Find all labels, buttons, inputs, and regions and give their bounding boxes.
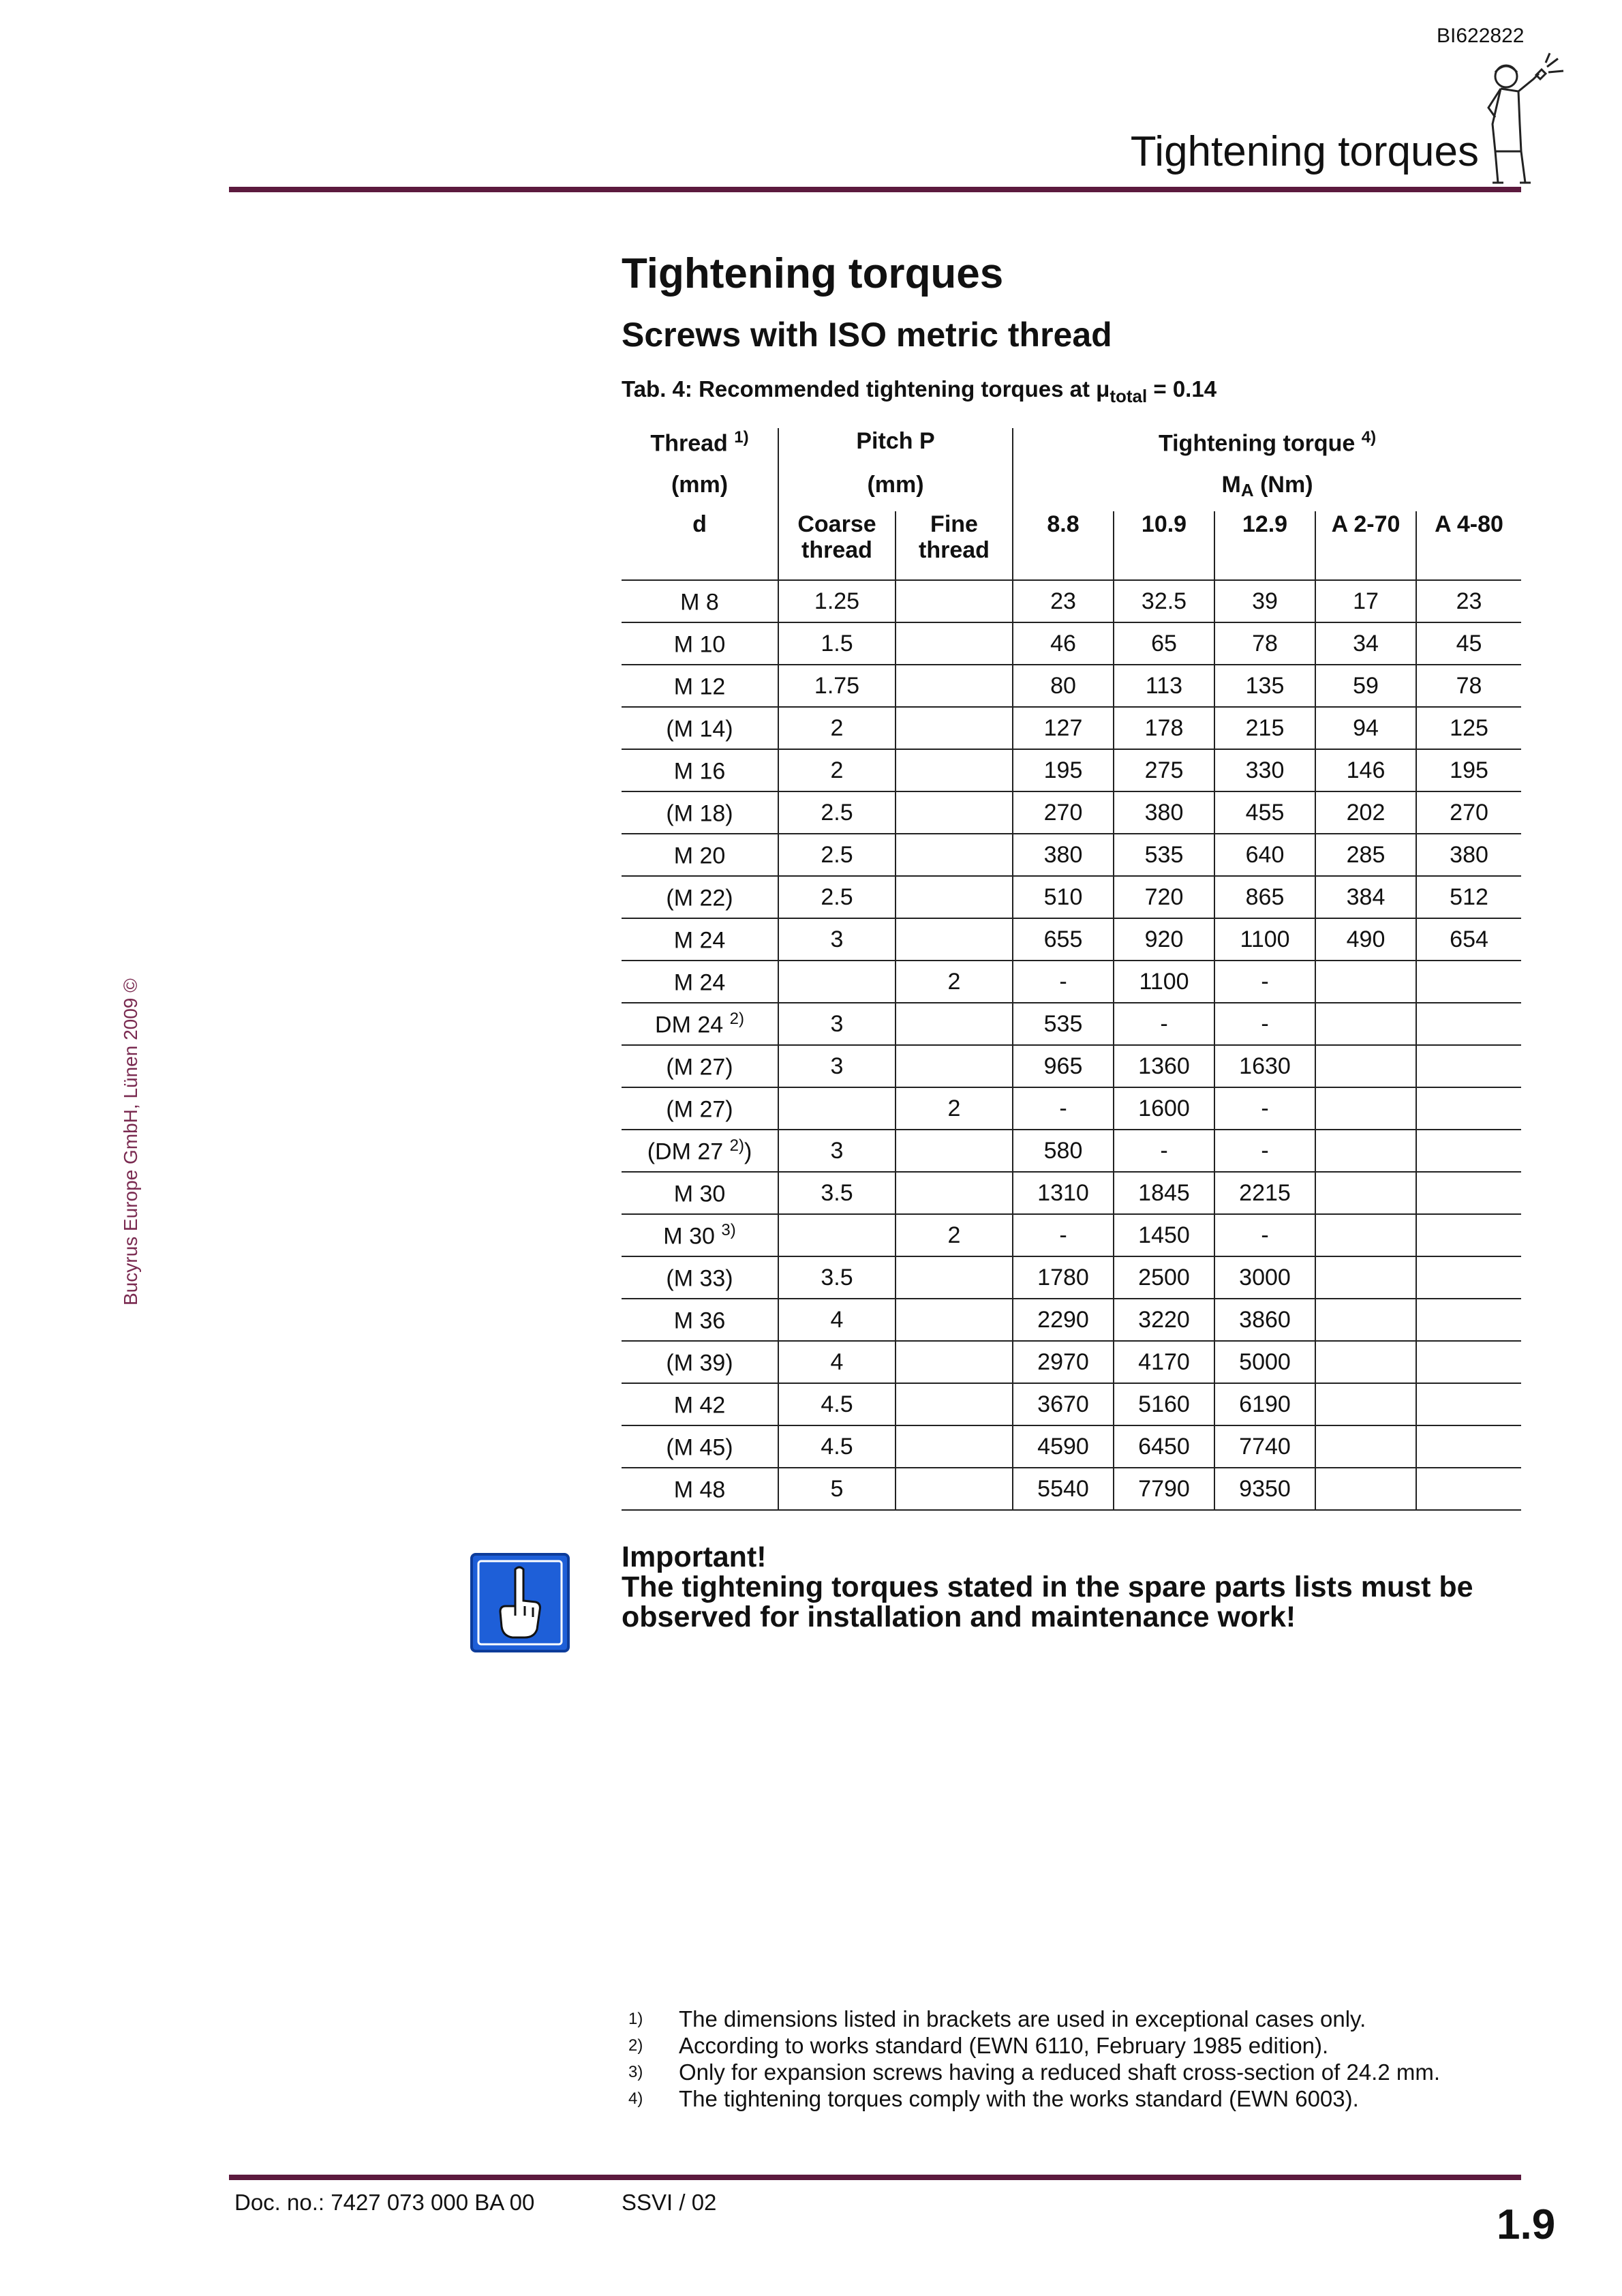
thread-cell: M 24 xyxy=(622,961,778,1003)
fine-cell xyxy=(896,1256,1013,1299)
fine-cell xyxy=(896,749,1013,791)
coarse-cell: 2.5 xyxy=(778,876,896,918)
torque-10-9-cell: 2500 xyxy=(1114,1256,1214,1299)
thread-cell: DM 24 $^{2)}$ xyxy=(622,1003,778,1045)
table-row xyxy=(622,1299,1521,1341)
coarse-cell: 3 xyxy=(778,1130,896,1172)
torque-12-9-cell: 640 xyxy=(1214,834,1315,876)
coarse-cell: 2.5 xyxy=(778,791,896,834)
torque-10-9-cell: 920 xyxy=(1114,918,1214,961)
torque-a2-70-cell xyxy=(1315,1214,1416,1256)
thread-cell: M 16 xyxy=(622,749,778,791)
fine-cell xyxy=(896,876,1013,918)
table-row xyxy=(622,1087,1521,1130)
thread-cell: M 36 xyxy=(622,1299,778,1341)
torque-a4-80-cell xyxy=(1416,961,1521,1003)
torque-10-9-cell: 3220 xyxy=(1114,1299,1214,1341)
torque-10-9-cell: 6450 xyxy=(1114,1425,1214,1468)
torque-10-9-cell: 113 xyxy=(1114,665,1214,707)
footnote xyxy=(628,2006,1440,2032)
torque-a4-80-cell: 654 xyxy=(1416,918,1521,961)
torque-8-8-cell: 2970 xyxy=(1013,1341,1114,1383)
torque-10-9-cell: 720 xyxy=(1114,876,1214,918)
coarse-cell: 1.75 xyxy=(778,665,896,707)
thread-cell: M 8 xyxy=(622,580,778,622)
coarse-cell: 3 xyxy=(778,1003,896,1045)
thread-cell: M 20 xyxy=(622,834,778,876)
coarse-cell: 3.5 xyxy=(778,1256,896,1299)
torque-a2-70-cell: 94 xyxy=(1315,707,1416,749)
torque-a4-80-cell xyxy=(1416,1003,1521,1045)
fine-cell xyxy=(896,1425,1013,1468)
torque-a4-80-cell xyxy=(1416,1383,1521,1425)
fine-cell xyxy=(896,791,1013,834)
torque-a2-70-cell: 146 xyxy=(1315,749,1416,791)
table-row xyxy=(622,876,1521,918)
torque-a2-70-cell xyxy=(1315,1341,1416,1383)
fine-cell xyxy=(896,665,1013,707)
torque-12-9-cell: 78 xyxy=(1214,622,1315,665)
table-row xyxy=(622,1425,1521,1468)
caption-prefix: Tab. 4: Recommended tightening torques at xyxy=(622,376,1097,402)
table-row xyxy=(622,791,1521,834)
torque-12-9-cell: 135 xyxy=(1214,665,1315,707)
torque-a2-70-cell: 285 xyxy=(1315,834,1416,876)
thread-cell: (M 27) xyxy=(622,1045,778,1087)
torque-12-9-cell: 5000 xyxy=(1214,1341,1315,1383)
torque-a4-80-cell: 78 xyxy=(1416,665,1521,707)
torque-10-9-cell: 5160 xyxy=(1114,1383,1214,1425)
header-d: d xyxy=(622,511,778,580)
fine-cell xyxy=(896,580,1013,622)
torque-8-8-cell: - xyxy=(1013,961,1114,1003)
table-row xyxy=(622,961,1521,1003)
footnote xyxy=(628,2085,1440,2112)
fine-cell xyxy=(896,1003,1013,1045)
torque-a4-80-cell xyxy=(1416,1172,1521,1214)
coarse-cell: 5 xyxy=(778,1468,896,1510)
header-torque: Tightening torque $^{4)}$ xyxy=(1013,428,1521,472)
header-8-8: 8.8 xyxy=(1013,511,1114,580)
torque-10-9-cell: 535 xyxy=(1114,834,1214,876)
fine-cell xyxy=(896,834,1013,876)
header-coarse: Coarse thread xyxy=(778,511,896,580)
copyright-notice: Bucyrus Europe GmbH, Lünen 2009 © xyxy=(120,978,141,1305)
torque-8-8-cell: 270 xyxy=(1013,791,1114,834)
torque-8-8-cell: 380 xyxy=(1013,834,1114,876)
torque-10-9-cell: 380 xyxy=(1114,791,1214,834)
thread-cell: M 24 xyxy=(622,918,778,961)
torque-10-9-cell: 1360 xyxy=(1114,1045,1214,1087)
pointing-hand-icon xyxy=(470,1553,570,1652)
header-rule xyxy=(229,187,1521,192)
fine-cell xyxy=(896,918,1013,961)
torque-table xyxy=(622,428,1521,1511)
footnote-text: According to works standard (EWN 6110, February 1985 edition). xyxy=(679,2033,1329,2058)
table-body xyxy=(622,580,1521,1510)
torque-12-9-cell: 3860 xyxy=(1214,1299,1315,1341)
torque-a4-80-cell xyxy=(1416,1341,1521,1383)
torque-12-9-cell: 865 xyxy=(1214,876,1315,918)
header-10-9: 10.9 xyxy=(1114,511,1214,580)
torque-12-9-cell: 1630 xyxy=(1214,1045,1315,1087)
torque-a2-70-cell xyxy=(1315,1256,1416,1299)
coarse-cell xyxy=(778,961,896,1003)
torque-10-9-cell: 65 xyxy=(1114,622,1214,665)
coarse-cell: 3 xyxy=(778,918,896,961)
torque-12-9-cell: - xyxy=(1214,1130,1315,1172)
header-12-9: 12.9 xyxy=(1214,511,1315,580)
table-row xyxy=(622,1003,1521,1045)
coarse-cell: 1.5 xyxy=(778,622,896,665)
torque-a2-70-cell xyxy=(1315,1045,1416,1087)
coarse-cell: 4.5 xyxy=(778,1383,896,1425)
fine-cell xyxy=(896,1383,1013,1425)
table-row xyxy=(622,1468,1521,1510)
torque-8-8-cell: 965 xyxy=(1013,1045,1114,1087)
worker-figure-icon xyxy=(1465,49,1567,185)
torque-a2-70-cell: 490 xyxy=(1315,918,1416,961)
fine-cell: 2 xyxy=(896,961,1013,1003)
document-number: Doc. no.: 7427 073 000 BA 00 xyxy=(234,2190,535,2215)
header-pitch: Pitch P xyxy=(778,428,1013,472)
torque-10-9-cell: 4170 xyxy=(1114,1341,1214,1383)
torque-8-8-cell: 127 xyxy=(1013,707,1114,749)
table-row xyxy=(622,1383,1521,1425)
fine-cell xyxy=(896,1172,1013,1214)
header-fine: Fine thread xyxy=(896,511,1013,580)
thread-cell: (M 39) xyxy=(622,1341,778,1383)
torque-10-9-cell: 1100 xyxy=(1114,961,1214,1003)
torque-10-9-cell: 1845 xyxy=(1114,1172,1214,1214)
torque-a2-70-cell xyxy=(1315,1383,1416,1425)
torque-12-9-cell: - xyxy=(1214,961,1315,1003)
torque-12-9-cell: 1100 xyxy=(1214,918,1315,961)
table-row xyxy=(622,707,1521,749)
torque-8-8-cell: 510 xyxy=(1013,876,1114,918)
torque-8-8-cell: 1310 xyxy=(1013,1172,1114,1214)
torque-a2-70-cell: 34 xyxy=(1315,622,1416,665)
table-row xyxy=(622,1130,1521,1172)
torque-10-9-cell: - xyxy=(1114,1003,1214,1045)
thread-cell: (M 27) xyxy=(622,1087,778,1130)
thread-cell: (DM 27 $^{2)}$) xyxy=(622,1130,778,1172)
torque-a4-80-cell xyxy=(1416,1130,1521,1172)
thread-cell: (M 22) xyxy=(622,876,778,918)
ssvi-code: SSVI / 02 xyxy=(622,2190,717,2215)
caption-mu: μ xyxy=(1096,376,1110,402)
coarse-cell: 4.5 xyxy=(778,1425,896,1468)
torque-10-9-cell: 1450 xyxy=(1114,1214,1214,1256)
torque-a2-70-cell xyxy=(1315,1130,1416,1172)
torque-a4-80-cell: 195 xyxy=(1416,749,1521,791)
coarse-cell: 4 xyxy=(778,1299,896,1341)
thread-cell: M 12 xyxy=(622,665,778,707)
torque-10-9-cell: 32.5 xyxy=(1114,580,1214,622)
header-pitch-unit: (mm) xyxy=(778,472,1013,511)
thread-cell: (M 33) xyxy=(622,1256,778,1299)
page-title: Tightening torques xyxy=(622,250,1004,297)
torque-8-8-cell: 46 xyxy=(1013,622,1114,665)
document-id: BI622822 xyxy=(1437,25,1525,47)
coarse-cell: 3 xyxy=(778,1045,896,1087)
header-title: Tightening torques xyxy=(1130,128,1479,175)
fine-cell xyxy=(896,1468,1013,1510)
torque-8-8-cell: 3670 xyxy=(1013,1383,1114,1425)
thread-cell: M 42 xyxy=(622,1383,778,1425)
fine-cell xyxy=(896,1130,1013,1172)
torque-8-8-cell: 4590 xyxy=(1013,1425,1114,1468)
table-caption xyxy=(622,376,1216,407)
important-heading: Important! xyxy=(622,1541,767,1573)
torque-8-8-cell: 655 xyxy=(1013,918,1114,961)
torque-a4-80-cell xyxy=(1416,1087,1521,1130)
torque-a2-70-cell xyxy=(1315,1299,1416,1341)
torque-a4-80-cell xyxy=(1416,1468,1521,1510)
table-row xyxy=(622,580,1521,622)
torque-a2-70-cell: 17 xyxy=(1315,580,1416,622)
coarse-cell xyxy=(778,1214,896,1256)
footnote-number: 4) xyxy=(628,2089,643,2108)
torque-12-9-cell: 7740 xyxy=(1214,1425,1315,1468)
torque-a4-80-cell xyxy=(1416,1214,1521,1256)
torque-a4-80-cell: 270 xyxy=(1416,791,1521,834)
fine-cell xyxy=(896,1299,1013,1341)
fine-cell xyxy=(896,622,1013,665)
footer-rule xyxy=(229,2175,1521,2180)
torque-a4-80-cell: 380 xyxy=(1416,834,1521,876)
important-notice xyxy=(622,1542,1535,1632)
coarse-cell: 1.25 xyxy=(778,580,896,622)
torque-12-9-cell: 215 xyxy=(1214,707,1315,749)
caption-suffix: = 0.14 xyxy=(1147,376,1217,402)
page-number: 1.9 xyxy=(1497,2201,1556,2248)
torque-a2-70-cell xyxy=(1315,1425,1416,1468)
coarse-cell: 3.5 xyxy=(778,1172,896,1214)
header-a4-80: A 4-80 xyxy=(1416,511,1521,580)
table-row xyxy=(622,918,1521,961)
coarse-cell: 4 xyxy=(778,1341,896,1383)
footnote-text: The dimensions listed in brackets are used in exceptional cases only. xyxy=(679,2006,1366,2031)
coarse-cell: 2.5 xyxy=(778,834,896,876)
thread-cell: M 10 xyxy=(622,622,778,665)
torque-8-8-cell: 580 xyxy=(1013,1130,1114,1172)
torque-12-9-cell: 39 xyxy=(1214,580,1315,622)
torque-8-8-cell: 535 xyxy=(1013,1003,1114,1045)
torque-10-9-cell: 178 xyxy=(1114,707,1214,749)
torque-a4-80-cell xyxy=(1416,1299,1521,1341)
torque-a2-70-cell xyxy=(1315,1468,1416,1510)
footnote xyxy=(628,2032,1440,2059)
fine-cell: 2 xyxy=(896,1087,1013,1130)
thread-cell: (M 45) xyxy=(622,1425,778,1468)
table-row xyxy=(622,749,1521,791)
thread-cell: M 30 $^{3)}$ xyxy=(622,1214,778,1256)
coarse-cell: 2 xyxy=(778,749,896,791)
coarse-cell: 2 xyxy=(778,707,896,749)
header-ma-unit: MA (Nm) xyxy=(1013,472,1521,511)
torque-12-9-cell: 330 xyxy=(1214,749,1315,791)
torque-8-8-cell: 195 xyxy=(1013,749,1114,791)
torque-a2-70-cell xyxy=(1315,1172,1416,1214)
torque-8-8-cell: - xyxy=(1013,1214,1114,1256)
thread-cell: (M 18) xyxy=(622,791,778,834)
torque-a2-70-cell: 59 xyxy=(1315,665,1416,707)
fine-cell: 2 xyxy=(896,1214,1013,1256)
torque-10-9-cell: 7790 xyxy=(1114,1468,1214,1510)
torque-a4-80-cell xyxy=(1416,1045,1521,1087)
torque-10-9-cell: - xyxy=(1114,1130,1214,1172)
torque-a2-70-cell xyxy=(1315,1087,1416,1130)
torque-a2-70-cell xyxy=(1315,961,1416,1003)
torque-a2-70-cell: 384 xyxy=(1315,876,1416,918)
thread-cell: (M 14) xyxy=(622,707,778,749)
table-row xyxy=(622,1341,1521,1383)
torque-a4-80-cell: 512 xyxy=(1416,876,1521,918)
table-row xyxy=(622,1214,1521,1256)
torque-a4-80-cell: 125 xyxy=(1416,707,1521,749)
torque-a4-80-cell: 45 xyxy=(1416,622,1521,665)
table-row xyxy=(622,834,1521,876)
table-row xyxy=(622,1172,1521,1214)
thread-cell: M 48 xyxy=(622,1468,778,1510)
fine-cell xyxy=(896,707,1013,749)
torque-8-8-cell: 80 xyxy=(1013,665,1114,707)
section-subtitle: Screws with ISO metric thread xyxy=(622,316,1112,354)
header-thread: Thread $^{1)}$ xyxy=(650,428,749,457)
table-row xyxy=(622,1256,1521,1299)
table-row xyxy=(622,665,1521,707)
torque-8-8-cell: 23 xyxy=(1013,580,1114,622)
torque-10-9-cell: 275 xyxy=(1114,749,1214,791)
footnotes xyxy=(628,2006,1440,2112)
torque-12-9-cell: - xyxy=(1214,1087,1315,1130)
torque-12-9-cell: 6190 xyxy=(1214,1383,1315,1425)
torque-a2-70-cell xyxy=(1315,1003,1416,1045)
torque-12-9-cell: 9350 xyxy=(1214,1468,1315,1510)
important-text: The tightening torques stated in the spare parts lists must be observed for installation and maintenance work! xyxy=(622,1571,1473,1633)
footnote-text: The tightening torques comply with the works standard (EWN 6003). xyxy=(679,2086,1359,2111)
footnote-number: 2) xyxy=(628,2036,643,2055)
header-thread-unit: (mm) xyxy=(671,472,729,498)
torque-8-8-cell: 2290 xyxy=(1013,1299,1114,1341)
torque-8-8-cell: 5540 xyxy=(1013,1468,1114,1510)
fine-cell xyxy=(896,1045,1013,1087)
footnote xyxy=(628,2059,1440,2085)
torque-12-9-cell: 3000 xyxy=(1214,1256,1315,1299)
footnote-text: Only for expansion screws having a reduced shaft cross-section of 24.2 mm. xyxy=(679,2059,1441,2085)
torque-8-8-cell: 1780 xyxy=(1013,1256,1114,1299)
torque-12-9-cell: - xyxy=(1214,1003,1315,1045)
torque-12-9-cell: - xyxy=(1214,1214,1315,1256)
footnote-number: 3) xyxy=(628,2063,643,2081)
torque-a4-80-cell: 23 xyxy=(1416,580,1521,622)
torque-12-9-cell: 2215 xyxy=(1214,1172,1315,1214)
thread-cell: M 30 xyxy=(622,1172,778,1214)
coarse-cell xyxy=(778,1087,896,1130)
torque-a4-80-cell xyxy=(1416,1425,1521,1468)
torque-10-9-cell: 1600 xyxy=(1114,1087,1214,1130)
header-a2-70: A 2-70 xyxy=(1315,511,1416,580)
torque-a4-80-cell xyxy=(1416,1256,1521,1299)
torque-8-8-cell: - xyxy=(1013,1087,1114,1130)
caption-subscript: total xyxy=(1110,386,1148,406)
table-row xyxy=(622,622,1521,665)
torque-a2-70-cell: 202 xyxy=(1315,791,1416,834)
footnote-number: 1) xyxy=(628,2010,643,2028)
fine-cell xyxy=(896,1341,1013,1383)
torque-12-9-cell: 455 xyxy=(1214,791,1315,834)
table-row xyxy=(622,1045,1521,1087)
